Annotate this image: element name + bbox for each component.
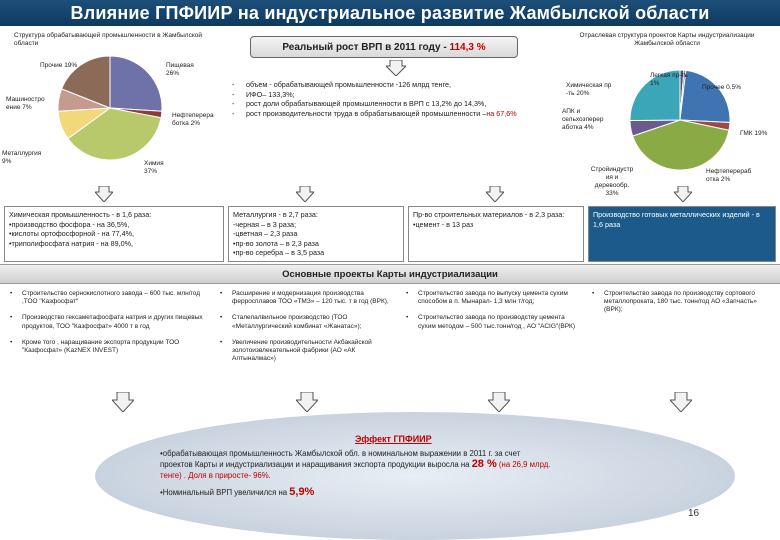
projects-column-construction (404, 290, 584, 339)
growth-value: 114,3 % (449, 42, 486, 53)
growth-bullets (232, 80, 552, 118)
right-chart-caption: Отраслевая структура проектов Карты индустриализации Жамбылской области (579, 32, 755, 47)
project-item: • Расширение и модернизация производства ферросплавов ТОО «ТМЗ» – 120 тыс. т в год (ВРК), (218, 290, 394, 306)
page-number: 16 (688, 508, 700, 519)
right-label-gmk: ГМК 19% (740, 130, 768, 137)
down-arrow-icon (296, 392, 318, 412)
project-item: • Увеличение производительности Акбакайской золотоизвлекательной фабрики (АО «АК Алтыналмас») (218, 339, 394, 364)
effect-title: Эффект ГПФИИР (355, 434, 432, 444)
left-label-oil: Нефтеперера ботка 2% (172, 112, 214, 127)
effect-text: •обрабатывающая промышленность Жамбылской обл. в номинальном выражении в 2011 г. за счет проектов Карты и индустриализации и наращивания экспорта продукции выросла на 28 % (на 26,9 млрд. тенге) . Доля в приросте- 96%. •Номинальный ВРП увеличился на 5,9% (160, 449, 551, 498)
right-label-construction: Стройиндустр ия и деревообр. 33% (590, 166, 634, 197)
projects-column-metallurgy (218, 290, 394, 371)
growth-box (250, 36, 518, 58)
left-label-chemistry: Химия 37% (144, 160, 164, 175)
industry-box-construction: Пр-во строительных материалов - в 2,3 раза: •цемент - в 13 раз (408, 206, 584, 262)
down-arrow-icon (674, 186, 692, 202)
left-label-metallurgy: Металлургия 9% (2, 150, 42, 165)
down-arrow-icon (95, 186, 113, 202)
down-arrow-icon (486, 186, 504, 202)
project-item: • Строительство завода по выпуску цемента сухим способом в п. Мынарал- 1,3 млн т/год; (404, 290, 584, 306)
right-label-chem: Химическая пр -ть 20% (566, 82, 612, 97)
down-arrow-icon (386, 60, 406, 76)
projects-column-chemistry (8, 290, 204, 363)
left-pie-slice-0 (110, 56, 162, 111)
project-item: • Сталепалвильное производство (ТОО «Металлургический комбинат «Жанатас»); (218, 314, 394, 330)
left-label-food: Пищевая 26% (166, 62, 194, 77)
right-label-agro: АПК и сельхозперер аботка 4% (562, 108, 604, 131)
project-item: • Строительство завода по производству сортового металлопроката, 180 тыс. тонн/год АО «Запчасть» (ВРК); (590, 290, 774, 315)
growth-prefix: Реальный рост ВРП в 2011 году - (282, 42, 450, 53)
bullet-item: - рост производительности труда в обрабатывающей промышленности –на 67,6% (232, 109, 552, 119)
projects-column-metal (590, 290, 774, 323)
bullet-item: - ИФО– 133,3%; (232, 90, 552, 100)
bullet-item: - рост доли обрабатывающей промышленности в ВРП с 13,2% до 14,3%, (232, 99, 552, 109)
project-item: • Кроме того , наращивание экспорта продукции ТОО "Казфосфат» (KazNEX INVEST) (8, 339, 204, 355)
right-label-oil: Нефтеперераб отка 2% (706, 168, 752, 183)
page-title: Влияние ГПФИИР на индустриальное развитие Жамбылской области (0, 0, 780, 26)
project-item: • Строительство сернокислотного завода – 600 тыс. млн/год ,ТОО "Казфосфат" (8, 290, 204, 306)
industry-box-chemistry: Химическая промышленность - в 1,6 раза: •производство фосфора - на 36,5%, •кислоты ортофосфорной - на 77,4%, •триполифосфата натрия - на 89,0%, (4, 206, 224, 262)
left-label-machinery: Машиностро ение 7% (6, 96, 45, 111)
right-label-light: Легкая пр-ть 1% (650, 72, 688, 87)
down-arrow-icon (670, 392, 692, 412)
bullet-item: - объем - обрабатывающей промышленности -126 млрд тенге, (232, 80, 552, 90)
right-label-other: Прочее 0.5% (702, 84, 741, 91)
project-item: • Строительство завода по производству цемента сухим методом – 500 тыс.тонн/год , АО "АСIG"(ВРК) (404, 314, 584, 330)
down-arrow-icon (112, 392, 134, 412)
left-label-other: Прочие 19% (40, 62, 78, 69)
industry-box-metallurgy: Металлургия - в 2,7 раза: -черная – в 3 раза; -цветная – 2,3 раза •пр-во золота – в 2,3 раза •пр-во серебра – в 3,5 раза (228, 206, 404, 262)
down-arrow-icon (296, 186, 314, 202)
left-chart-caption: Структура обрабатывающей промышленности в Жамбылской области (14, 32, 203, 47)
down-arrow-icon (488, 392, 510, 412)
industry-box-metal-products: Производство готовых металлических изделий - в 1,6 раза (588, 206, 776, 262)
project-item: • Производство гексаметафосфата натрия и других пищевых продуктов, ТОО "Казфосфат» 4000 т в год (8, 314, 204, 330)
projects-header: Основные проекты Карты индустриализации (0, 264, 780, 284)
